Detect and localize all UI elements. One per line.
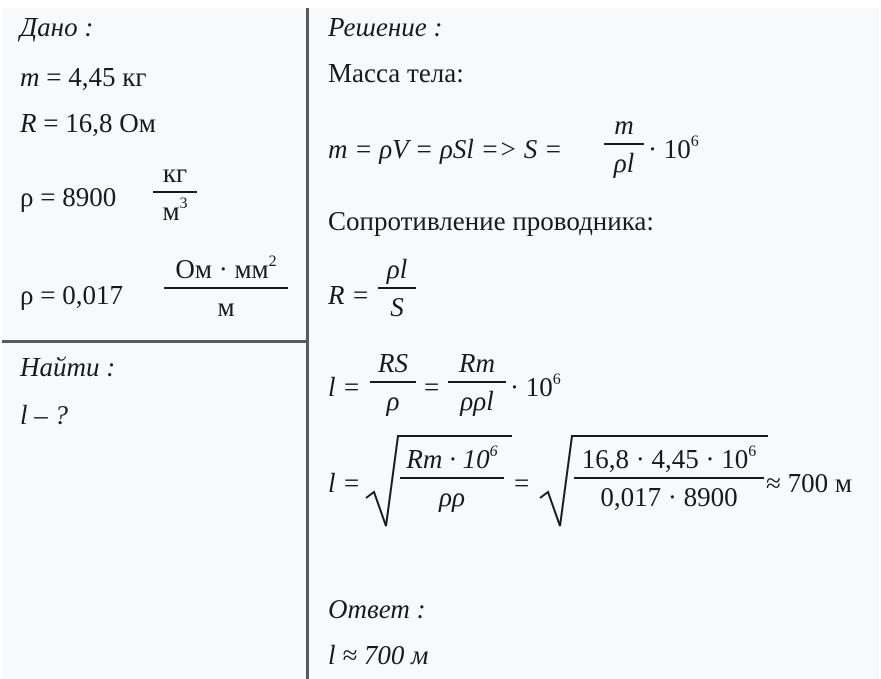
numeric-equation-lhs: l = xyxy=(328,468,361,498)
numeric-result: ≈ 700 м xyxy=(766,468,852,498)
resistance-fraction: ρl S xyxy=(378,256,416,321)
density-unit-fraction xyxy=(153,160,197,225)
resistance-label: Сопротивление проводника: xyxy=(328,206,654,236)
numeric-root-fraction: $16,8 \cdot 4,45 \cdot 10^6$ 0,017 · 8900 xyxy=(574,446,764,511)
find-unknown: l – ? xyxy=(20,400,69,430)
given-mass xyxy=(20,64,146,91)
mass-symbol: m xyxy=(20,62,40,92)
solution-heading: Решение : xyxy=(328,12,443,42)
mass-equation-factor: · $10^6$ xyxy=(648,133,699,164)
resistivity-unit-numerator: Ом · $мм^2$ xyxy=(175,253,277,284)
column-divider xyxy=(306,8,309,679)
equals-sign: = xyxy=(424,372,440,402)
equals-sign-2: = xyxy=(514,468,530,498)
find-heading: Найти : xyxy=(20,352,116,382)
length-equation-factor: · $10^6$ xyxy=(510,371,561,402)
density-unit-denominator: $м^3$ xyxy=(162,195,188,226)
given-resistance xyxy=(20,110,156,137)
answer-value: l ≈ 700 м xyxy=(328,640,429,670)
resistivity-unit-fraction xyxy=(164,253,288,322)
mass-value: = 4,45 кг xyxy=(46,62,147,92)
length-fraction-2: Rm ρρl xyxy=(448,350,506,415)
area-fraction: m ρl xyxy=(604,112,644,177)
resistance-symbol: R xyxy=(20,108,37,138)
answer-heading: Ответ : xyxy=(328,594,426,624)
symbolic-root-fraction: $Rm \cdot 10^6$ ρρ xyxy=(400,446,504,511)
resistivity-unit-denominator: м xyxy=(217,292,235,322)
mass-equation-lhs: m = ρV = ρSl => S = xyxy=(328,134,563,164)
given-resistivity: ρ = 0,017 xyxy=(20,280,123,310)
given-heading: Дано : xyxy=(20,12,94,42)
resistance-value: = 16,8 Ом xyxy=(43,108,156,138)
density-unit-numerator: кг xyxy=(162,158,188,188)
mass-label: Масса тела: xyxy=(328,58,464,88)
length-fraction-1: RS ρ xyxy=(370,350,416,415)
resistance-equation-lhs: R = xyxy=(328,280,370,310)
given-density: ρ = 8900 xyxy=(20,182,117,212)
given-find-divider xyxy=(2,340,307,343)
length-equation-lhs: l = xyxy=(328,372,361,402)
